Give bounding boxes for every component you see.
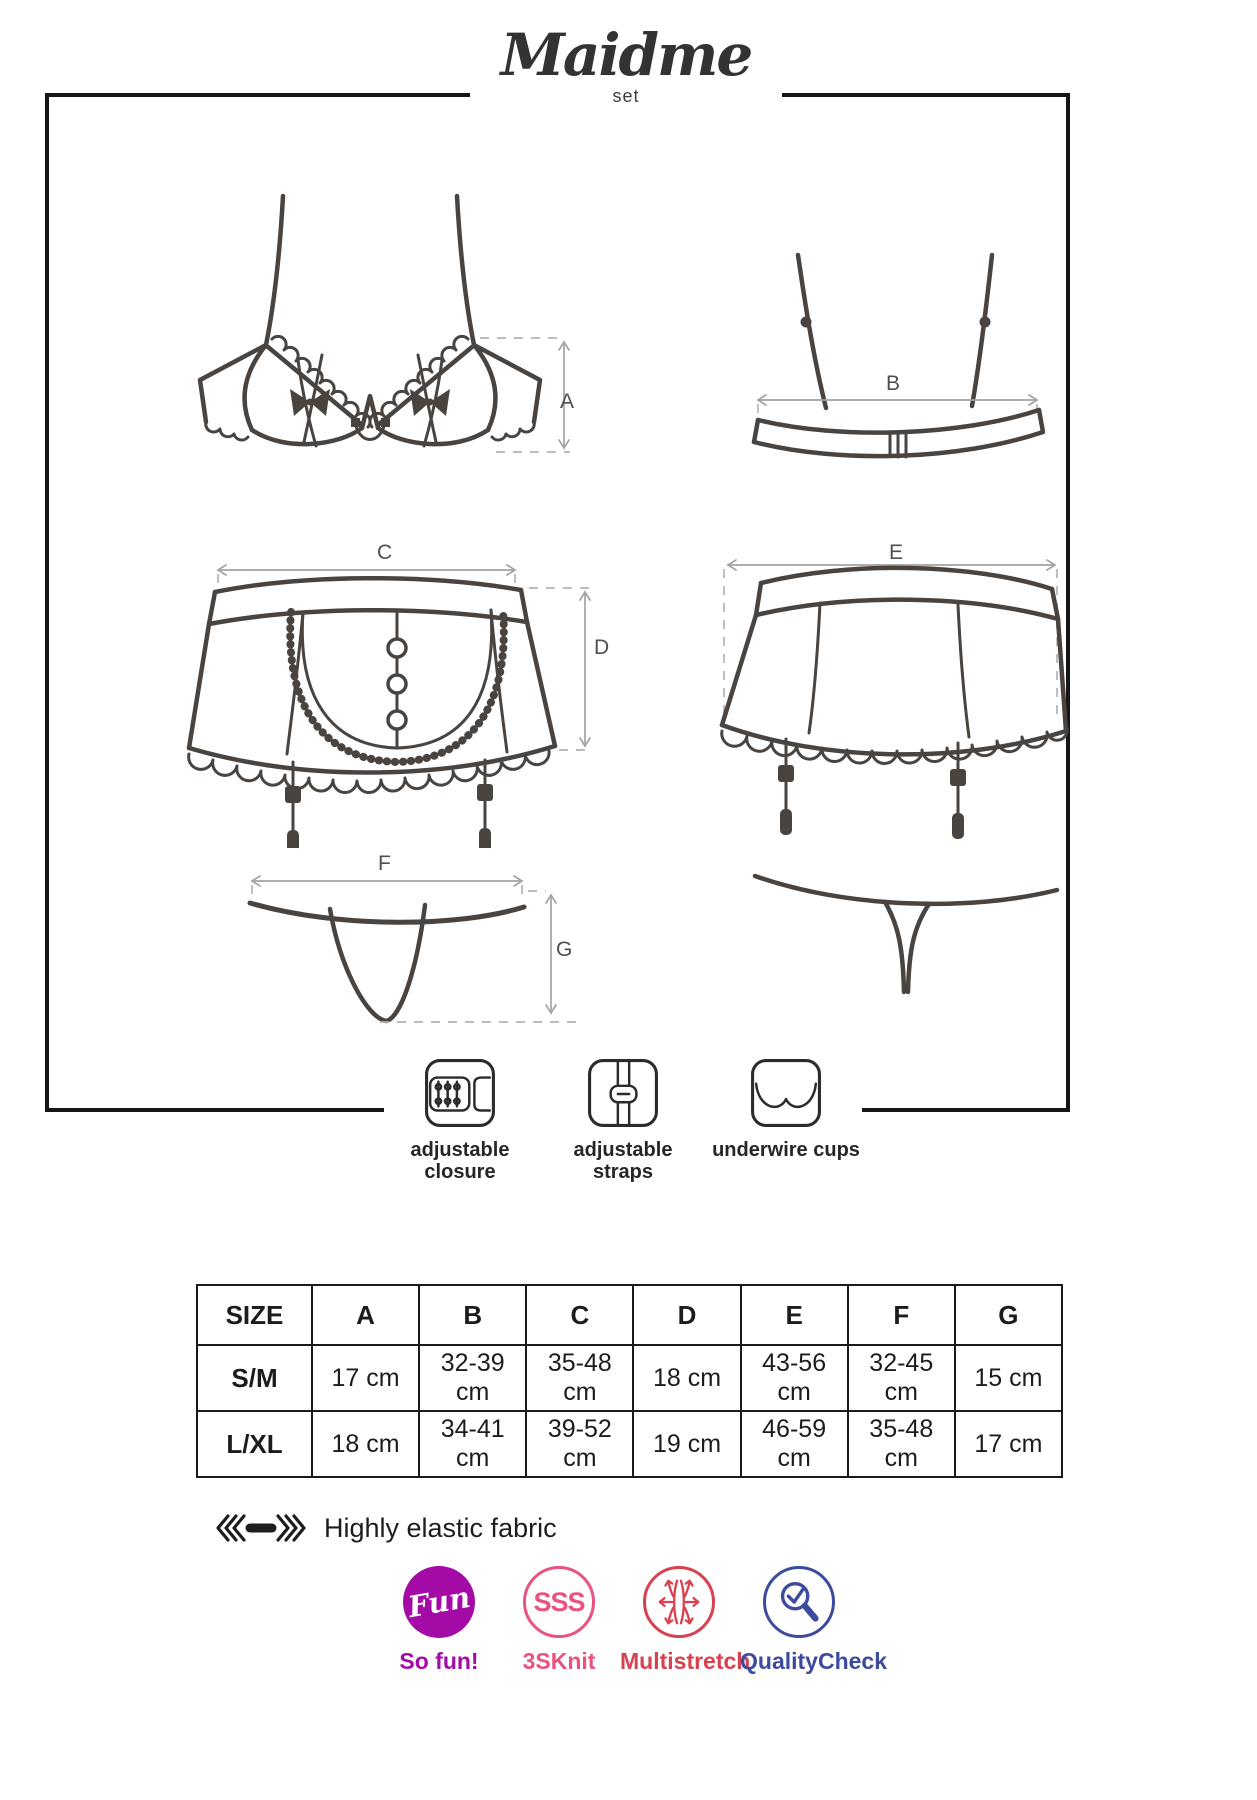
badge-multistretch [620, 1566, 751, 1675]
feature-label: adjustable closure [410, 1139, 510, 1184]
col-header-a: A [312, 1285, 419, 1345]
feature-icons-row [384, 1058, 862, 1208]
bra-front-drawing [170, 190, 580, 480]
col-header-e: E [741, 1285, 848, 1345]
qualitycheck-badge-icon [763, 1566, 835, 1638]
feature-adjustable-closure [384, 1058, 536, 1208]
elastic-note [214, 1512, 557, 1544]
col-header-size: SIZE [197, 1285, 312, 1345]
badge-label: So fun! [399, 1648, 479, 1674]
dimension-g-lines [380, 891, 576, 1022]
badge-label: Multistretch [620, 1648, 751, 1674]
size-table-header-row [197, 1285, 1062, 1345]
dim-label-c: C [377, 541, 393, 564]
dim-label-g: G [556, 938, 573, 961]
cups-icon [750, 1058, 822, 1128]
cell-lxl-b: 34-41 cm [419, 1411, 526, 1477]
fun-badge-icon [403, 1566, 475, 1638]
badge-label: 3SKnit [522, 1648, 596, 1674]
fun-icon-text: Fun [405, 1579, 473, 1625]
cell-sm-d: 18 cm [633, 1345, 740, 1411]
brand-logo [470, 21, 782, 138]
bra-back-sketch [750, 250, 1045, 460]
row-label-sm: S/M [197, 1345, 312, 1411]
cell-lxl-e: 46-59 cm [741, 1411, 848, 1477]
dim-label-a: A [560, 390, 575, 413]
dimension-e-lines [724, 560, 1057, 725]
garter-skirt-front-sketch [185, 548, 605, 848]
thong-back-drawing [745, 862, 1065, 1002]
cell-sm-f: 32-45 cm [848, 1345, 955, 1411]
cell-lxl-g: 17 cm [955, 1411, 1062, 1477]
dim-label-f: F [378, 852, 391, 875]
dimension-f-lines [252, 876, 522, 899]
cell-lxl-f: 35-48 cm [848, 1411, 955, 1477]
cell-lxl-d: 19 cm [633, 1411, 740, 1477]
bra-front-sketch [170, 190, 580, 480]
badge-label: QualityCheck [740, 1648, 887, 1674]
elastic-note-text: Highly elastic fabric [324, 1512, 557, 1543]
col-header-b: B [419, 1285, 526, 1345]
cell-sm-c: 35-48 cm [526, 1345, 633, 1411]
cell-sm-g: 15 cm [955, 1345, 1062, 1411]
col-header-d: D [633, 1285, 740, 1345]
badge-3sknit [500, 1566, 618, 1675]
col-header-f: F [848, 1285, 955, 1345]
dim-label-d: D [594, 636, 610, 659]
garter-skirt-back-drawing [700, 545, 1070, 845]
cell-lxl-a: 18 cm [312, 1411, 419, 1477]
brand-name: Maidme [500, 21, 752, 89]
multistretch-badge-icon [643, 1566, 715, 1638]
garter-skirt-front-drawing [185, 548, 605, 848]
feature-underwire-cups [710, 1058, 862, 1208]
table-row-sm [197, 1345, 1062, 1411]
3sknit-badge-icon [523, 1566, 595, 1638]
straps-icon [587, 1058, 659, 1128]
thong-back-sketch [745, 862, 1065, 1002]
badge-qualitycheck [740, 1566, 887, 1675]
elastic-stretch-icon [214, 1512, 308, 1544]
badge-so-fun [380, 1566, 498, 1675]
brand-subtitle: set [612, 86, 640, 106]
feature-label: underwire cups [712, 1139, 860, 1161]
dim-label-b: B [886, 372, 901, 395]
cell-lxl-c: 39-52 cm [526, 1411, 633, 1477]
table-row-lxl [197, 1411, 1062, 1477]
magnifier-check-icon [770, 1573, 828, 1631]
bra-back-drawing [750, 250, 1045, 460]
garter-skirt-back-sketch [700, 545, 1070, 845]
cell-sm-b: 32-39 cm [419, 1345, 526, 1411]
feature-label: adjustable straps [573, 1139, 673, 1184]
cell-sm-e: 43-56 cm [741, 1345, 848, 1411]
size-table [196, 1284, 1063, 1478]
col-header-c: C [526, 1285, 633, 1345]
multistretch-arrows-icon [650, 1573, 708, 1631]
cell-sm-a: 17 cm [312, 1345, 419, 1411]
dimension-b-lines [758, 395, 1037, 420]
badges-row [380, 1566, 887, 1675]
dim-label-e: E [889, 541, 904, 564]
closure-icon [424, 1058, 496, 1128]
col-header-g: G [955, 1285, 1062, 1345]
feature-adjustable-straps [547, 1058, 699, 1208]
row-label-lxl: L/XL [197, 1411, 312, 1477]
sss-icon-text: SSS [533, 1586, 585, 1617]
